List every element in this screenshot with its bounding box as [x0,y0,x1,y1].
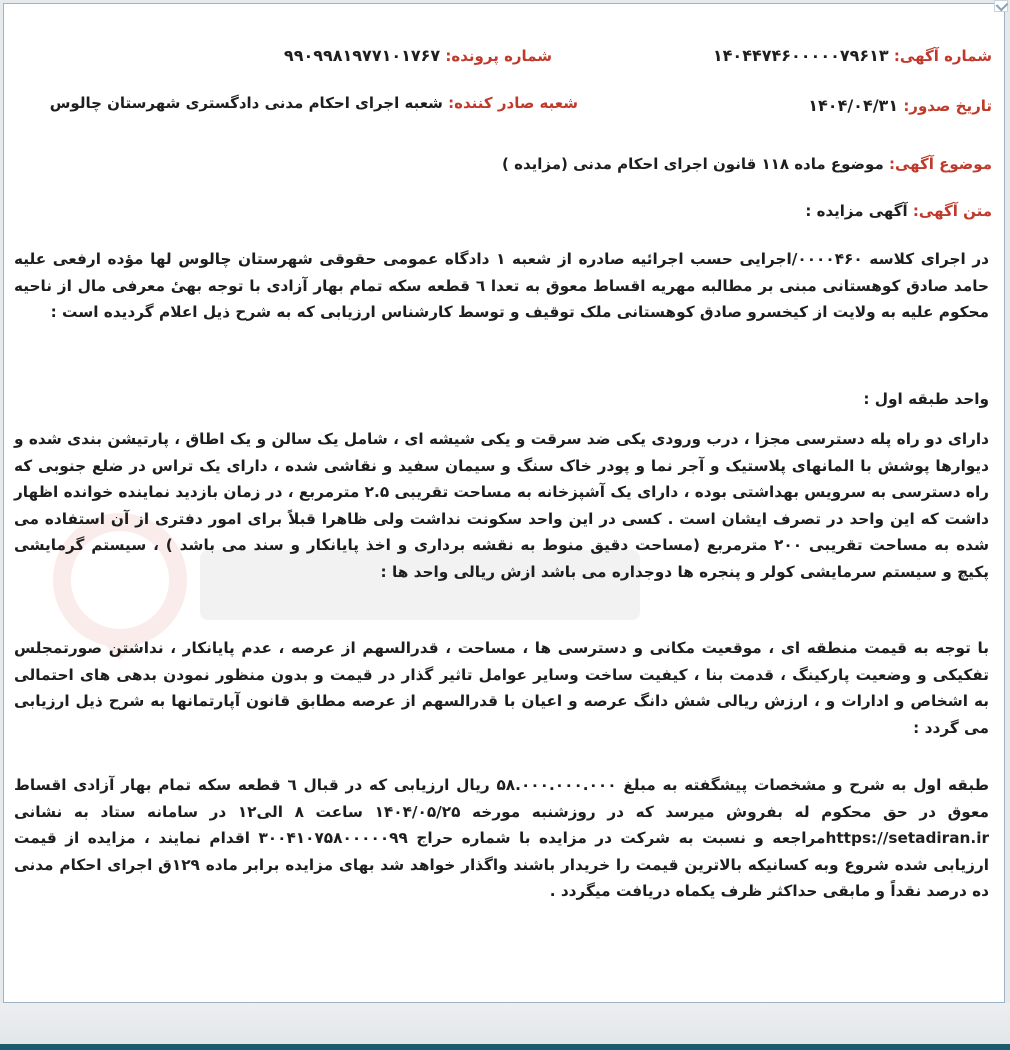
paragraph-unit-title [14,386,989,413]
ad-text-field [805,202,992,220]
paragraph-unit-title-text: واحد طبقه اول : [863,390,989,408]
bottom-strip [0,1044,1010,1050]
ad-number-label: شماره آگهی: [893,47,992,65]
issue-date-label: تاریخ صدور: [903,97,992,115]
paragraph-valuation-text: با توجه به قیمت منطقه ای ، موقعیت مکانی و دسترسی ها ، مساحت ، قدرالسهم از عرصه ، عدم پایانکار ، نداشتن صورتمجلس تفکیکی و وضعیت پارکینگ ، قدمت بنا ، کیفیت ساخت وسایر عوامل تاثیر گذار در قیمت و بدون منظور نمودن بدهی های احتمالی به اشخاص و ادارات و ، ارزش ریالی شش دانگ عرصه و اعیان با قدرالسهم از عرصه مطابق قانون آپارتمانها به شرح ذیل ارزیابی می گردد : [14,639,989,737]
paragraph-intro [14,246,989,326]
subject-field [502,155,992,173]
paragraph-valuation [14,635,989,741]
subject-value: موضوع ماده ۱۱۸ قانون اجرای احکام مدنی (مزایده ) [502,155,884,173]
paragraph-auction-terms-text: طبقه اول به شرح و مشخصات پیشگفته به مبلغ ۵۸.۰۰۰.۰۰۰.۰۰۰ ریال ارزیابی که در قبال ٦ قطعه سکه تمام بهار آزادی اقساط معوق در حق محکوم له بفروش میرسد که در روزشنبه مورخه ۱۴۰۴/۰۵/۲۵ ساعت ۸ الی۱۲ در سامانه ستاد به نشانی https://setadiran.irمراجعه و نسبت به شرکت در مزایده با شماره حراج ۳۰۰۴۱۰۷۵۸۰۰۰۰۰۹۹ اقدام نمایند ، مزایده از قیمت ارزیابی شده شروع وبه کسانیکه بالاترین قیمت را خریدار باشند واگذار خواهد شد بهای مزایده برابر ماده ۱۲۹ق اجرای احکام مدنی ده درصد نقداً و مابقی حداکثر ظرف یکماه دریافت میگردد . [14,776,990,901]
paragraph-unit-description-text: دارای دو راه پله دسترسی مجزا ، درب ورودی یکی ضد سرقت و یکی شیشه ای ، شامل یک سالن و یک اطاق ، پارتیشن بندی شده و دیوارها پوشش با المانهای پلاستیک و آجر نما و پودر خاک سنگ و سیمان سفید و نقاشی شده ، دارای یک تراس در ضلع جنوبی که راه دسترسی به سرویس بهداشتی بوده ، دارای یک آشپزخانه به مساحت تقریبی ۲.۵ مترمربع ، در زمان بازدید نماینده خوانده اظهار داشت که این واحد در تصرف ایشان است . کسی در این واحد سکونت نداشت ولی ظاهرا قبلاً برای امور دفتری از آن استفاده می شده به مساحت تقریبی ۲۰۰ مترمربع (مساحت دقیق منوط به نقشه برداری و اخذ پایانکار و سند می باشد ) ، سیستم گرمایشی پکیچ و سیستم سرمایشی کولر و پنجره ها دوجداره می باشد ازش ریالی واحد ها : [14,430,989,581]
paragraph-unit-description [14,426,989,586]
issue-date-value: ۱۴۰۴/۰۴/۳۱ [808,96,899,115]
ad-number-value: ۱۴۰۴۴۷۴۶۰۰۰۰۰۷۹۶۱۳ [712,46,889,65]
paragraph-intro-text: در اجرای کلاسه ۰۰۰۰۴۶۰/اجرایی حسب اجرائیه صادره از شعبه ۱ دادگاه عمومی حقوقی شهرستان چالوس لها مؤده ارفعی علیه حامد صادق کوهستانی مبنی بر مطالبه مهریه اقساط معوق به تعدا ٦ قطعه سکه تمام بهار آزادی با توجه بهیٔ معرفی مال از ناحیه محکوم علیه به ولایت از کیخسرو صادق کوهستانی ملک توقیف و توسط کارشناس ارزیابی که به شرح ذیل اعلام گردیده است : [14,250,990,322]
ad-text-title: آگهی مزایده : [805,202,908,220]
subject-label: موضوع آگهی: [888,155,992,173]
issuer-label: شعبه صادر کننده: [448,94,578,112]
issue-date-field [808,96,992,115]
case-number-value: ۹۹۰۹۹۸۱۹۷۷۱۰۱۷۶۷ [283,46,441,65]
ad-text-label: متن آگهی: [912,202,992,220]
issuer-value: شعبه اجرای احکام مدنی دادگستری شهرستان چالوس [49,94,443,112]
bottom-bar [0,1003,1010,1050]
close-icon[interactable] [994,0,1008,12]
case-number-label: شماره پرونده: [445,47,552,65]
issuer-field [50,94,578,112]
case-number-field [284,46,552,65]
ad-number-field [713,46,992,65]
paragraph-auction-terms [14,772,989,905]
